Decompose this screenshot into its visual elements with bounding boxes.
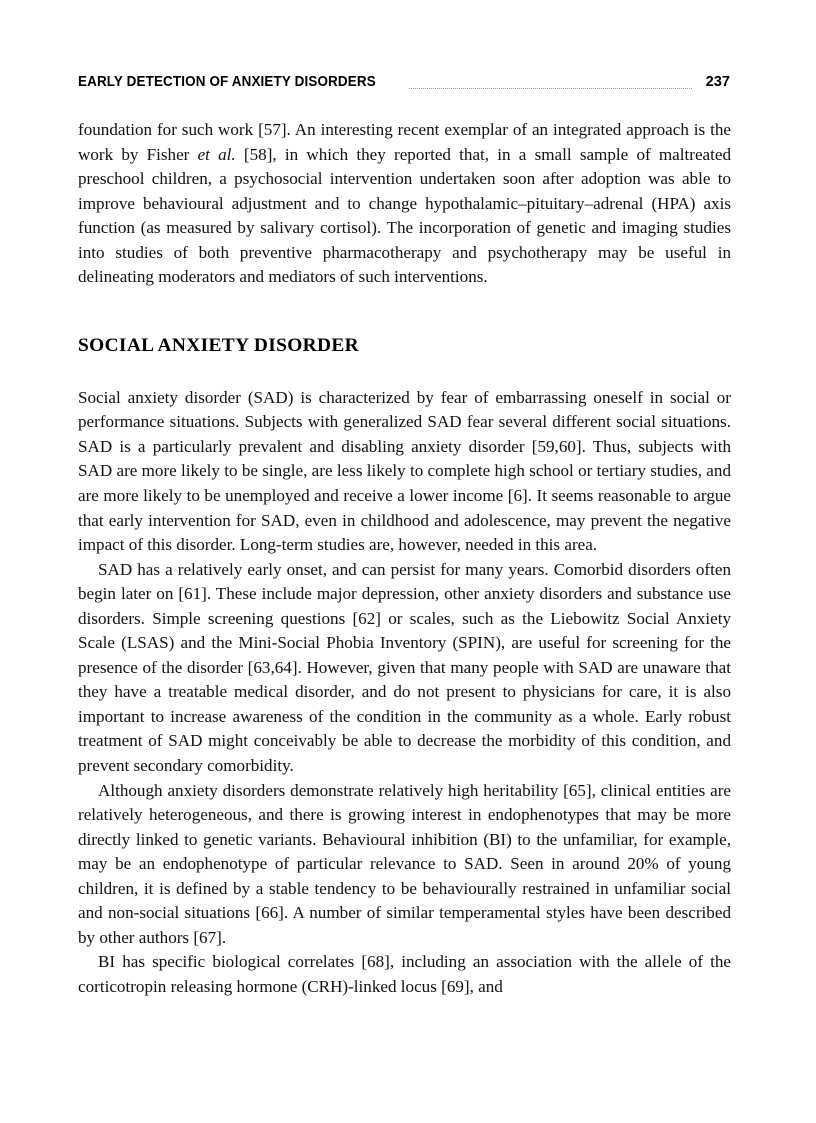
body-text-column — [78, 118, 731, 1000]
paragraph: SAD has a relatively early onset, and can persist for many years. Comorbid disorders often begin later on [61]. These include major depression, other anxiety disorders and substance use disorders. Simple screening questions [62] or scales, such as the Liebowitz Social Anxiety Scale (LSAS) and the Mini-Social Phobia Inventory (SPIN), are useful for screening for the presence of the disorder [63,64]. However, given that many people with SAD are unaware that they have a treatable medical disorder, and do not present to physicians for care, it is also important to increase awareness of the condition in the community as a whole. Early robust treatment of SAD might conceivably be able to decrease the morbidity of this condition, and prevent secondary comorbidity. — [78, 559, 731, 776]
paragraph: Social anxiety disorder (SAD) is characterized by fear of embarrassing oneself in social or performance situations. Subjects with generalized SAD fear several different social situations. SAD is a particularly prevalent and disabling anxiety disorder [59,60]. Thus, subjects with SAD are more likely to be single, are less likely to complete high school or tertiary studies, and are more likely to be unemployed and receive a lower income [6]. It seems reasonable to argue that early intervention for SAD, even in childhood and adolescence, may prevent the negative impact of this disorder. Long-term studies are, however, needed in this area. — [78, 387, 731, 555]
text-run: foundation for such work [57]. An interesting recent exemplar of an integrated approach is the work by Fisher — [78, 120, 731, 164]
section-heading: SOCIAL ANXIETY DISORDER — [78, 334, 360, 356]
running-head — [78, 74, 730, 96]
paragraph-continuation — [78, 118, 731, 290]
spacer — [78, 290, 731, 334]
italic-citation: et al. — [197, 144, 236, 164]
text-run: [58], in which they reported that, in a small sample of maltreated preschool children, a psychosocial intervention undertaken soon after adoption was able to improve behavioural adjustment and to change hypothalamic–pituitary–adrenal (HPA) axis function (as measured by salivary cortisol). The incorporation of genetic and imaging studies into studies of both preventive pharmacotherapy and psychotherapy may be useful in delineating moderators and mediators of such interventions. — [78, 144, 732, 287]
spacer — [78, 358, 731, 386]
paragraph: Although anxiety disorders demonstrate relatively high heritability [65], clinical entities are relatively heterogeneous, and there is growing interest in endophenotypes that may be more directly linked to genetic variants. Behavioural inhibition (BI) to the unfamiliar, for example, may be an endophenotype of particular relevance to SAD. Seen in around 20% of young children, it is defined by a stable tendency to be behaviourally restrained in unfamiliar social and non-social situations [66]. A number of similar temperamental styles have been described by other authors [67]. — [78, 780, 731, 947]
running-head-rule — [409, 88, 692, 89]
running-head-title: EARLY DETECTION OF ANXIETY DISORDERS — [78, 74, 376, 90]
page-number: 237 — [705, 74, 730, 90]
paragraph: BI has specific biological correlates [68], including an association with the allele of the corticotropin releasing hormone (CRH)-linked locus [69], and — [78, 952, 731, 996]
